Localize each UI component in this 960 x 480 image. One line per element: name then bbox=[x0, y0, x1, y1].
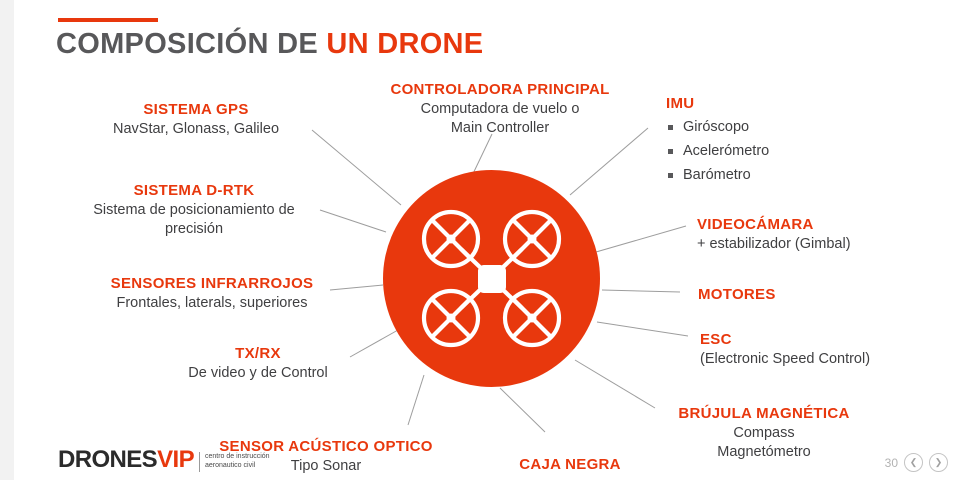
callout-heading: VIDEOCÁMARA bbox=[697, 216, 814, 233]
callout-heading: BRÚJULA MAGNÉTICA bbox=[678, 405, 850, 422]
logo-name-accent: VIP bbox=[157, 446, 194, 473]
imu-bullet-list bbox=[666, 115, 906, 187]
callout-videocamara bbox=[697, 215, 937, 254]
callout-line1: Tipo Sonar bbox=[290, 458, 362, 474]
callout-heading: IMU bbox=[666, 95, 695, 112]
callout-imu bbox=[666, 94, 906, 187]
callout-line1: + estabilizador (Gimbal) bbox=[697, 236, 851, 252]
callout-heading: SISTEMA GPS bbox=[143, 101, 249, 118]
title-underline-accent bbox=[58, 18, 158, 22]
logo-subtitle bbox=[199, 452, 270, 472]
callout-line1: Computadora de vuelo o bbox=[420, 101, 580, 117]
callout-sistema-drtk bbox=[78, 181, 310, 239]
callout-caja-negra bbox=[480, 455, 660, 475]
callout-sistema-gps bbox=[96, 100, 296, 139]
list-item: Barómetro bbox=[666, 163, 906, 187]
callout-motores bbox=[698, 285, 898, 305]
callout-esc bbox=[700, 330, 930, 369]
callout-line1: Compass bbox=[733, 425, 795, 441]
callout-heading: CONTROLADORA PRINCIPAL bbox=[390, 81, 610, 98]
list-item: Acelerómetro bbox=[666, 139, 906, 163]
left-rail-decoration bbox=[0, 0, 14, 480]
callout-heading: MOTORES bbox=[698, 286, 776, 303]
chevron-right-icon[interactable]: ❯ bbox=[929, 453, 948, 472]
logo-subtitle-line1: centro de instrucción bbox=[204, 453, 270, 460]
callout-line2: Main Controller bbox=[450, 120, 550, 136]
page-number: 30 bbox=[884, 455, 898, 470]
callout-tx-rx bbox=[168, 344, 348, 383]
callout-line1: Sistema de posicionamiento de bbox=[93, 202, 295, 218]
callout-sensores-infrarrojos bbox=[96, 274, 328, 313]
callout-heading: SISTEMA D-RTK bbox=[133, 182, 255, 199]
logo-name-main: DRONES bbox=[58, 446, 158, 473]
page-navigation[interactable] bbox=[885, 453, 948, 472]
drone-quadcopter-icon bbox=[383, 170, 600, 387]
callout-heading: ESC bbox=[700, 331, 732, 348]
chevron-left-icon[interactable]: ❮ bbox=[904, 453, 923, 472]
logo-subtitle-line2: aeronautico civil bbox=[204, 462, 256, 469]
callout-line2: Magnetómetro bbox=[717, 444, 811, 460]
page-title bbox=[56, 28, 483, 61]
callout-line1: De video y de Control bbox=[188, 365, 328, 381]
callout-line1: Frontales, laterals, superiores bbox=[116, 295, 308, 311]
logo bbox=[58, 448, 270, 472]
page-title-main: COMPOSICIÓN DE bbox=[56, 28, 327, 60]
callout-line1: NavStar, Glonass, Galileo bbox=[112, 121, 280, 137]
callout-heading: SENSOR ACÚSTICO OPTICO bbox=[219, 438, 433, 455]
callout-heading: SENSORES INFRARROJOS bbox=[110, 275, 314, 292]
callout-brujula-magnetica bbox=[664, 404, 864, 462]
logo-wordmark bbox=[58, 448, 194, 472]
callout-line2: precisión bbox=[164, 221, 224, 237]
callout-heading: CAJA NEGRA bbox=[519, 456, 621, 473]
callout-controladora-principal bbox=[370, 80, 630, 138]
callout-line1: (Electronic Speed Control) bbox=[700, 351, 871, 367]
callout-heading: TX/RX bbox=[235, 345, 281, 362]
page-title-accent: UN DRONE bbox=[326, 28, 484, 60]
list-item: Giróscopo bbox=[666, 115, 906, 139]
